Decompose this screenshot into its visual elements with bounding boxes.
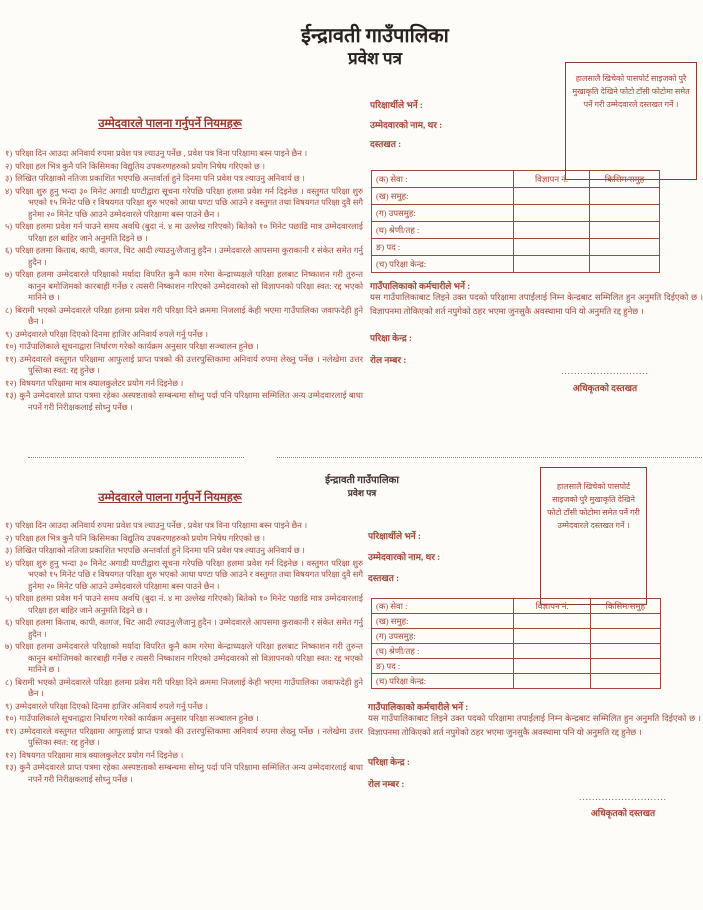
advert-number-cell [514, 644, 590, 659]
rule-text: लिखित परिक्षाको नतिजा प्रकाशित भएपछि अन्तर्वार्ता हुने दिनमा पनि प्रवेश पत्र ल्याउनु अनिवार्य छ । [15, 546, 305, 555]
exam-details-table [371, 170, 660, 273]
rule-item [5, 593, 363, 616]
rule-number: १३) [5, 391, 17, 400]
officer-signature-label: अधिकृतको दस्तखत [572, 383, 638, 393]
admission-card-title: प्रवेश पत्र [348, 49, 402, 68]
type-group-cell [590, 629, 660, 644]
advert-number-cell [514, 629, 590, 644]
rule-text: गाउँपालिकाले सूचनाद्वारा निर्धारण गरेको कार्यक्रम अनुसार परिक्षा सञ्चालन हुनेछ । [19, 714, 259, 723]
exam-row-label: (ख) समुह: [372, 614, 514, 629]
signature-field: दस्तखत : [368, 573, 400, 583]
rule-number: ३) [5, 174, 13, 183]
type-group-cell [590, 674, 660, 689]
rule-text: बिरामी भएको उम्मेदवारले परिक्षा हलमा प्रवेश गरी परिक्षा दिने क्रममा निजलाई केही भएमा गाउँपालिका जवाफदेही हुने छैन । [15, 677, 363, 698]
rule-number: ८) [5, 305, 13, 315]
office-use-text: यस गाउँपालिकाबाट लिइने उक्त पदको परिक्षामा तपाईंलाई निम्न केन्द्रबाट सम्मिलित हुन अनुमति दिईएको छ । विज्ञापनमा तोकिएको शर्त नपुगेको ठहर भएमा जुनसुकै अवस्थामा पनि यो अनुमति रद्द हुनेछ । [368, 713, 701, 737]
exam-row-label: (ग) उपसमुह: [372, 205, 514, 222]
rule-item [5, 221, 363, 244]
roll-number-field: रोल नम्बर : [368, 779, 405, 789]
rule-item [5, 329, 363, 341]
advert-number-header: विज्ञापन नं. [514, 171, 590, 188]
rule-text: परिक्षा हलमा किताब, कापी, कागज, चिट आदी ल्याउनु/लैजानु हुदैन । उम्मेदवारले आपसमा कुराकानी र संकेत समेत गर्नु हुदैन । [15, 618, 363, 639]
type-group-cell [590, 644, 660, 659]
municipality-title: ईन्द्रावती गाउँपालिका [301, 25, 449, 47]
rule-item [5, 186, 363, 221]
exam-table-row [372, 614, 661, 629]
signature-line: ........................... [579, 792, 667, 802]
rule-text: परिक्षा हलमा उम्मेदवारले परिक्षाको मर्यादा विपरित कुनै काम गरेमा केन्द्राध्यक्षले परिक्षा हलबाट निष्काशन गरी तुरुन्त कानुन बमोजिमको कारबाही गर्नेछ र त्यसरी निष्काशन गरिएको उम्मेदवारको सो विज्ञापनको परिक्षा स्वत: रद्द भएको मानिने छ । [15, 642, 363, 674]
type-group-cell [590, 205, 660, 222]
rule-text: परिक्षा हलमा किताब, कापी, कागज, चिट आदी ल्याउनु/लैजानु हुदैन । उम्मेदवारले आपसमा कुराकानी र संकेत समेत गर्नु हुदैन । [15, 246, 363, 267]
photo-paste-box [540, 467, 647, 605]
rule-number: ६) [5, 246, 13, 255]
fill-by-examinee-label: परिक्षार्थीले भर्ने : [370, 100, 423, 110]
admission-card-title: प्रवेश पत्र [347, 488, 377, 498]
exam-table-row [372, 599, 661, 614]
rule-number: ८) [5, 677, 13, 687]
photo-instructions: हालसालै खिचेको पासपोर्ट साइजको पुरै मुखाकृति देखिने फोटो टाँसी फोटोमा समेत पर्ने गरी उम्मेदवारले दस्तखत गर्ने । [547, 482, 640, 530]
type-group-cell [590, 222, 660, 239]
rule-number: ३) [5, 546, 13, 555]
exam-table-row [372, 644, 661, 659]
cut-line-right [277, 457, 702, 458]
advert-number-cell [514, 222, 590, 239]
rule-item [5, 520, 363, 532]
office-use-heading: गाउँपालिकाको कर्मचारीले भर्ने : [368, 702, 469, 712]
rule-item [5, 726, 363, 749]
type-group-cell [590, 256, 660, 273]
rule-number: २) [5, 161, 13, 171]
rule-text: परिक्षा हल भित्र कुनै पनि किसिमका विद्युतिय उपकरणहरुको प्रयोग निषेध गरिएको छ । [15, 161, 265, 171]
signature-line: ........................... [561, 366, 649, 376]
rule-text: गाउँपालिकाले सूचनाद्वारा निर्धारण गरेको कार्यक्रम अनुसार परिक्षा सञ्चालन हुनेछ । [19, 342, 259, 351]
exam-table-row [372, 674, 661, 689]
exam-row-label: (ग) उपसमुह: [372, 629, 514, 644]
rule-text: परिक्षा शुरु हुनु भन्दा ३० मिनेट अगाडी घण्टीद्वारा सूचना गरेपछि परिक्षा हलमा प्रवेश गर्न दिइनेछ । वस्तुगत परिक्षा शुरु भएको १५ मिनेट पछि र विषयगत परिक्षा शुरु भएको आधा घण्टा पछि आउने र वस्तुगत तथा विषयगत परिक्षा दुवै सगै हुनेमा २० मिनेट पछि आउने उम्मेदवारले परिक्षामा बस्न पाउने छैन । [15, 186, 363, 219]
exam-row-label: ङ) पद : [372, 659, 514, 674]
rule-item [5, 545, 363, 557]
advert-number-cell [514, 256, 590, 273]
rule-item [5, 762, 363, 785]
exam-table-row [372, 659, 661, 674]
rule-text: बिरामी भएको उम्मेदवारले परिक्षा हलमा प्रवेश गरी परिक्षा दिने क्रममा निजलाई केही भएमा गाउँपालिका जवाफदेही हुने छैन । [15, 305, 363, 326]
exam-row-label: (घ) श्रेणी/तह : [372, 222, 514, 239]
rule-item [5, 305, 363, 328]
office-use-heading: गाउँपालिकाको कर्मचारीले भर्ने : [370, 281, 471, 291]
rule-number: २) [5, 533, 13, 543]
exam-table-row [372, 239, 660, 256]
photo-instructions: हालसालै खिचेको पासपोर्ट साइजको पुरै मुखाकृति देखिने फोटो टाँसी फोटोमा समेत पर्ने गरी उम्मेदवारले दस्तखत गर्ने । [572, 74, 690, 109]
exam-center-field: परिक्षा केन्द्र : [370, 333, 412, 343]
rule-item [5, 617, 363, 640]
rule-item [5, 378, 363, 390]
rule-item [5, 641, 363, 676]
rule-item [5, 161, 363, 173]
advert-number-cell [514, 614, 590, 629]
rule-item [5, 533, 363, 545]
advert-number-cell [514, 659, 590, 674]
rule-item [5, 354, 363, 377]
advert-number-header: विज्ञापन नं. [514, 599, 590, 614]
signature-field: दस्तखत : [370, 139, 402, 149]
rules-list [5, 148, 363, 414]
cut-line-left [28, 457, 244, 458]
rule-number: १) [5, 521, 13, 530]
exam-row-label: (क) सेवा : [372, 599, 514, 614]
rule-item [5, 245, 363, 268]
rule-item [5, 558, 363, 593]
rule-text: उम्मेदवारले परिक्षा दिएको दिनमा हाजिर अनिवार्य रुपले गर्नु पर्नेछ । [15, 329, 208, 339]
type-group-cell [590, 614, 660, 629]
rule-number: १२) [5, 750, 17, 760]
rule-number: १०) [5, 342, 17, 351]
rule-item [5, 701, 363, 713]
rule-text: परिक्षा हलमा प्रवेश गर्न पाउने समय अवधि (बुदा नं. ४ मा उल्लेख गरिएको) बितेको १० मिनेट पछाडि मात्र उम्मेदवारलाई परिक्षा हल बाहिर जाने अनुमति दिइने छ । [15, 594, 363, 615]
rule-text: परिक्षा हलमा उम्मेदवारले परिक्षाको मर्यादा विपरित कुनै काम गरेमा केन्द्राध्यक्षले परिक्षा हलबाट निष्काशन गरी तुरुन्त कानुन बमोजिमको कारबाही गर्नेछ र त्यसरी निष्काशन गरिएको उम्मेदवारको सो विज्ञापनको परिक्षा स्वत: रद्द भएको मानिने छ । [15, 270, 363, 302]
type-group-header: किसिम/समुह [590, 171, 660, 188]
exam-table-row [372, 256, 660, 273]
municipality-title: ईन्द्रावती गाउँपालिका [325, 475, 399, 486]
page-title [205, 24, 545, 70]
rule-number: ७) [5, 642, 13, 651]
type-group-header: किसिम/समुह [590, 599, 660, 614]
photo-paste-box [565, 62, 697, 180]
candidate-name-field: उम्मेदवारको नाम, थर : [368, 552, 441, 562]
rule-number: १०) [5, 714, 17, 723]
rule-text: परिक्षा हल भित्र कुनै पनि किसिमका विद्युतिय उपकरणहरुको प्रयोग निषेध गरिएको छ । [15, 533, 265, 543]
rule-number: ५) [5, 594, 13, 603]
rule-text: कुनै उम्मेदवारले प्राप्त पत्रमा रहेका अस्पष्टताको सम्बन्धमा सोध्नु पर्दा पनि परिक्षामा सम्मिलित अन्य उम्मेदवारलाई बाधा नपर्ने गरी निरीक्षकलाई सोध्नु पर्नेछ । [19, 763, 363, 784]
rule-number: ४) [5, 186, 13, 196]
exam-row-label: (ख) समुह: [372, 188, 514, 205]
rule-number: ४) [5, 558, 13, 568]
rule-number: ७) [5, 270, 13, 279]
rule-item [5, 390, 363, 413]
rule-text: उम्मेदवारले परिक्षा दिएको दिनमा हाजिर अनिवार्य रुपले गर्नु पर्नेछ । [15, 701, 208, 711]
advert-number-cell [514, 205, 590, 222]
rules-heading: उम्मेदवारले पालना गर्नुपर्ने नियमहरू [98, 118, 242, 130]
type-group-cell [590, 659, 660, 674]
rule-item [5, 173, 363, 185]
exam-row-label: (घ) श्रेणी/तह : [372, 644, 514, 659]
rule-text: विषयगत परिक्षामा मात्र क्यालकुलेटर प्रयोग गर्न दिइनेछ । [19, 750, 184, 760]
exam-table-row [372, 629, 661, 644]
rule-text: परिक्षा हलमा प्रवेश गर्न पाउने समय अवधि (बुदा नं. ४ मा उल्लेख गरिएको) बितेको १० मिनेट पछाडि मात्र उम्मेदवारलाई परिक्षा हल बाहिर जाने अनुमति दिइने छ । [15, 222, 363, 243]
rule-item [5, 269, 363, 304]
exam-table-row [372, 188, 660, 205]
rule-item [5, 750, 363, 762]
rule-number: ५) [5, 222, 13, 231]
roll-number-field: रोल नम्बर : [370, 355, 407, 365]
rule-text: परिक्षा दिन आउदा अनिवार्य रुपमा प्रवेश पत्र ल्याउनु पर्नेछ , प्रवेश पत्र विना परिक्षामा बस्न पाइने छैन । [15, 521, 308, 530]
rule-number: १) [5, 149, 13, 158]
rule-item [5, 677, 363, 700]
rule-text: परिक्षा दिन आउदा अनिवार्य रुपमा प्रवेश पत्र ल्याउनु पर्नेछ , प्रवेश पत्र विना परिक्षामा बस्न पाइने छैन । [15, 149, 308, 158]
rule-text: उम्मेदवारले वस्तुगत परिक्षामा आफुलाई प्राप्त पत्रको की उत्तरपुस्तिकामा अनिवार्य रुपमा लेख्नु पर्नेछ । नलेखेमा उत्तर पुस्तिका स्वत: रद्द हुनेछ । [19, 354, 363, 375]
exam-row-label: (च) परिक्षा केन्द्र: [372, 256, 514, 273]
candidate-name-field: उम्मेदवारको नाम, थर : [370, 120, 443, 130]
type-group-cell [590, 188, 660, 205]
rule-text: विषयगत परिक्षामा मात्र क्यालकुलेटर प्रयोग गर्न दिइनेछ । [19, 378, 184, 388]
rules-list [5, 520, 363, 786]
rule-number: १२) [5, 378, 17, 388]
rule-number: ९) [5, 329, 13, 339]
rule-item [5, 148, 363, 160]
advert-number-cell [514, 188, 590, 205]
rule-text: कुनै उम्मेदवारले प्राप्त पत्रमा रहेका अस्पष्टताको सम्बन्धमा सोध्नु पर्दा पनि परिक्षामा सम्मिलित अन्य उम्मेदवारलाई बाधा नपर्ने गरी निरीक्षकलाई सोध्नु पर्नेछ । [19, 391, 363, 412]
rule-number: ६) [5, 618, 13, 627]
exam-row-label: (च) परिक्षा केन्द्र: [372, 674, 514, 689]
fill-by-examinee-label: परिक्षार्थीले भर्ने : [368, 531, 421, 541]
rule-number: ११) [5, 726, 17, 736]
exam-details-table [371, 598, 661, 689]
exam-center-field: परिक्षा केन्द्र : [368, 757, 410, 767]
rule-item [5, 713, 363, 725]
office-use-text: यस गाउँपालिकाबाट लिइने उक्त पदको परिक्षामा तपाईंलाई निम्न केन्द्रबाट सम्मिलित हुन अनुमति दिईएको छ । विज्ञापनमा तोकिएको शर्त नपुगेको ठहर भएमा जुनसुकै अवस्थामा पनि यो अनुमति रद्द हुनेछ । [370, 292, 703, 316]
exam-row-label: (क) सेवा : [372, 171, 514, 188]
advert-number-cell [514, 239, 590, 256]
exam-table-row [372, 205, 660, 222]
rules-heading: उम्मेदवारले पालना गर्नुपर्ने नियमहरू [98, 492, 242, 504]
rule-number: १३) [5, 763, 17, 772]
exam-table-row [372, 222, 660, 239]
rule-number: ११) [5, 354, 17, 364]
type-group-cell [590, 239, 660, 256]
officer-signature-label: अधिकृतको दस्तखत [590, 808, 656, 818]
rule-text: परिक्षा शुरु हुनु भन्दा ३० मिनेट अगाडी घण्टीद्वारा सूचना गरेपछि परिक्षा हलमा प्रवेश गर्न दिइनेछ । वस्तुगत परिक्षा शुरु भएको १५ मिनेट पछि र विषयगत परिक्षा शुरु भएको आधा घण्टा पछि आउने र वस्तुगत तथा विषयगत परिक्षा दुवै सगै हुनेमा २० मिनेट पछि आउने उम्मेदवारले परिक्षामा बस्न पाउने छैन । [15, 558, 363, 591]
rule-item [5, 341, 363, 353]
exam-table-row [372, 171, 660, 188]
rule-number: ९) [5, 701, 13, 711]
exam-row-label: ङ) पद : [372, 239, 514, 256]
rule-text: लिखित परिक्षाको नतिजा प्रकाशित भएपछि अन्तर्वार्ता हुने दिनमा पनि प्रवेश पत्र ल्याउनु अनिवार्य छ । [15, 174, 305, 183]
rule-text: उम्मेदवारले वस्तुगत परिक्षामा आफुलाई प्राप्त पत्रको की उत्तरपुस्तिकामा अनिवार्य रुपमा लेख्नु पर्नेछ । नलेखेमा उत्तर पुस्तिका स्वत: रद्द हुनेछ । [19, 726, 363, 747]
advert-number-cell [514, 674, 590, 689]
